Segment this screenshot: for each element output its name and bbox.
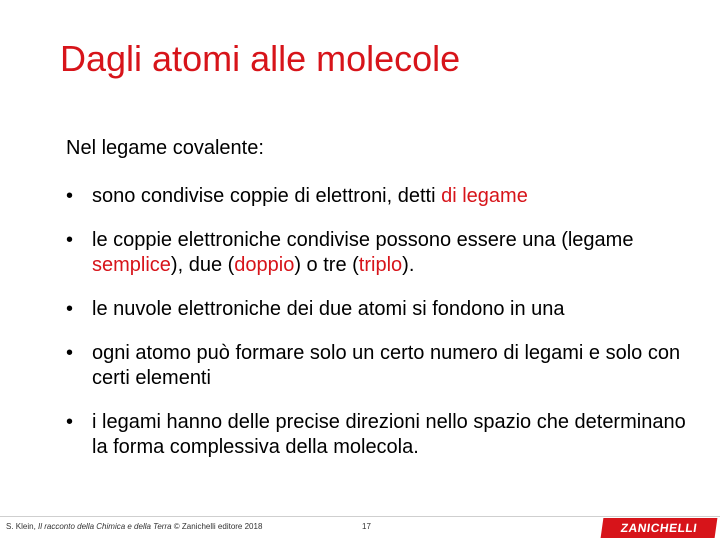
footer-divider: [0, 516, 720, 517]
bullet-text: le nuvole elettroniche dei due atomi si fondono in una: [92, 298, 565, 320]
bullet-text: ), due (: [170, 254, 235, 276]
bullet-item: [66, 184, 686, 209]
highlight-term: di legame: [441, 185, 528, 207]
bullet-list: [66, 184, 686, 479]
bullet-icon: •: [66, 298, 74, 320]
publisher-logo: ZANICHELLI: [601, 518, 718, 538]
bullet-text: ogni atomo può formare solo un certo numero di legami e solo con certi elementi: [92, 342, 681, 389]
bullet-text: sono condivise coppie di elettroni, detti: [92, 185, 442, 207]
bullet-text: i legami hanno delle precise direzioni nello spazio che determinano la forma complessiva della molecola.: [92, 411, 686, 458]
footer-author: S. Klein,: [6, 522, 39, 531]
footer-copyright: © Zanichelli editore 2018: [171, 522, 263, 531]
bullet-text: le coppie elettroniche condivise possono essere una (legame: [92, 229, 634, 251]
intro-text: Nel legame covalente:: [66, 137, 264, 159]
bullet-text: ) o tre (: [294, 254, 359, 276]
highlight-term: doppio: [234, 254, 295, 276]
bullet-icon: •: [66, 185, 74, 207]
bullet-item: [66, 341, 686, 391]
footer-credit: [6, 522, 262, 531]
bullet-icon: •: [66, 229, 74, 251]
page-number: 17: [362, 522, 371, 531]
bullet-item: [66, 410, 686, 460]
slide-title: Dagli atomi alle molecole: [60, 38, 461, 79]
highlight-term: triplo: [358, 254, 403, 276]
bullet-text: ).: [402, 254, 415, 276]
bullet-icon: •: [66, 342, 74, 364]
footer-book-title: Il racconto della Chimica e della Terra: [38, 522, 172, 531]
bullet-item: [66, 297, 686, 322]
bullet-item: [66, 228, 686, 278]
highlight-term: semplice: [92, 254, 171, 276]
bullet-icon: •: [66, 411, 74, 433]
